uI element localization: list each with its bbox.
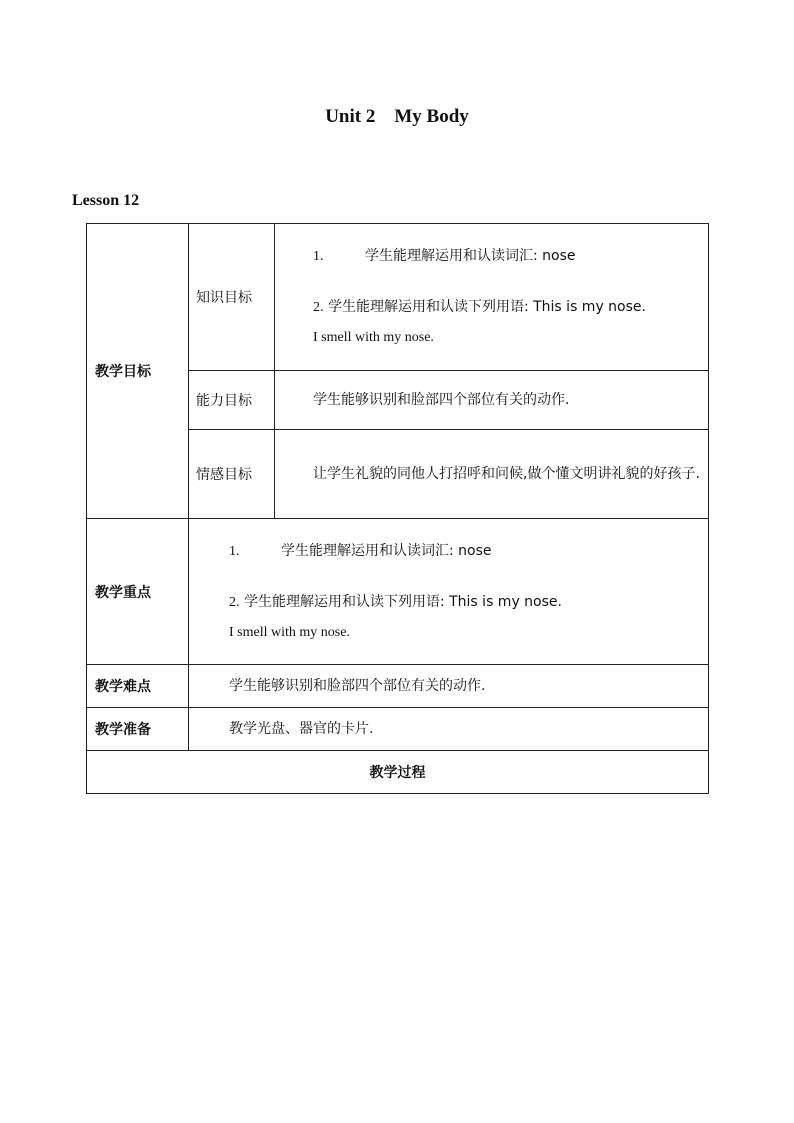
table-row	[87, 708, 709, 751]
table-row	[87, 751, 709, 794]
key-points-label: 教学重点	[87, 519, 189, 665]
emotion-objective-text: 让学生礼貌的同他人打招呼和问候,做个懂文明讲礼貌的好孩子.	[275, 430, 709, 519]
document-title: Unit 2 My Body	[325, 106, 469, 127]
ability-objective-label: 能力目标	[189, 371, 275, 430]
knowledge-objective-label: 知识目标	[189, 224, 275, 371]
lesson-plan-table	[86, 223, 709, 794]
key-points-content	[189, 519, 709, 665]
knowledge-item2-number: 2.	[313, 300, 324, 315]
key-item1-text: 学生能理解运用和认读词汇: nose	[281, 542, 492, 559]
preparation-label: 教学准备	[87, 708, 189, 751]
key-item2-number: 2.	[229, 594, 240, 610]
emotion-objective-label: 情感目标	[189, 430, 275, 519]
difficulties-text: 学生能够识别和脸部四个部位有关的动作.	[189, 665, 709, 708]
process-label: 教学过程	[87, 751, 709, 794]
table-row	[87, 665, 709, 708]
difficulties-label: 教学难点	[87, 665, 189, 708]
lesson-heading: Lesson 12	[72, 192, 140, 209]
ability-objective-text: 学生能够识别和脸部四个部位有关的动作.	[275, 371, 709, 430]
table-row	[87, 224, 709, 371]
preparation-text: 教学光盘、器官的卡片.	[189, 708, 709, 751]
key-item1-number: 1.	[229, 543, 240, 559]
knowledge-item2-continuation: I smell with my nose.	[313, 330, 434, 345]
knowledge-objective-content	[275, 224, 709, 371]
key-item2-continuation: I smell with my nose.	[229, 624, 350, 640]
table-row	[87, 519, 709, 665]
objectives-label: 教学目标	[87, 224, 189, 519]
knowledge-item1-number: 1.	[313, 249, 324, 264]
key-item2-text: 学生能理解运用和认读下列用语: This is my nose.	[243, 593, 562, 610]
knowledge-item1-text: 学生能理解运用和认读词汇: nose	[365, 248, 576, 264]
knowledge-item2-text: 学生能理解运用和认读下列用语: This is my nose.	[327, 299, 646, 315]
